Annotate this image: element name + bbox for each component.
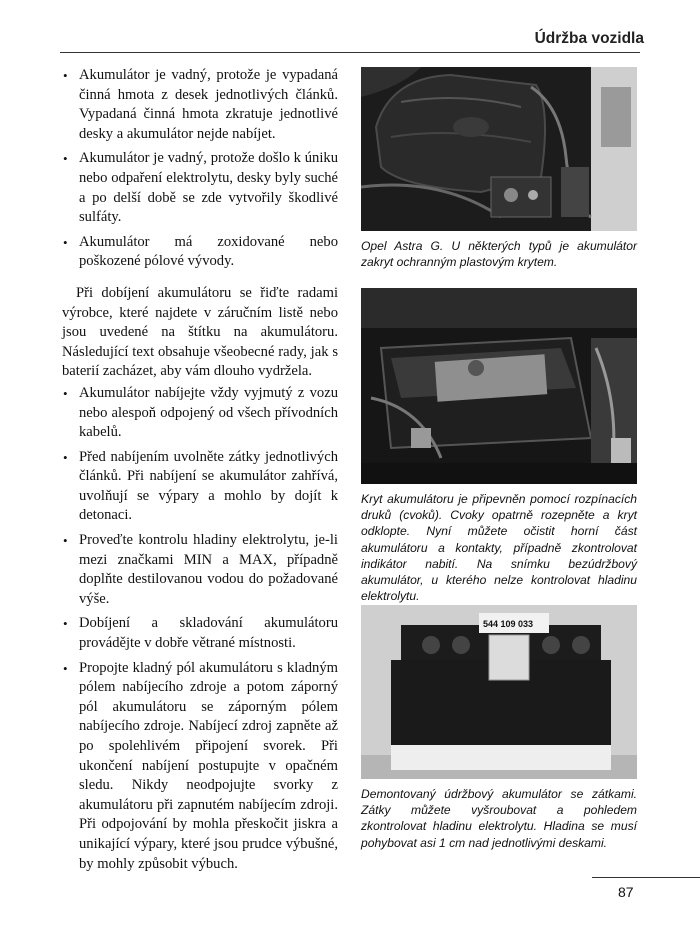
charging-intro-paragraph: Při dobíjení akumulátoru se řiďte radami výrobce, které najdete v záručním listě nebo jsou uvedené na štítku na akumulátoru. Následující text obsahuje všeobecné rady, jak s baterií zacházet, aby vám dlouho vydržela. [62,284,338,380]
list-item: • Před nabíjením uvolněte zátky jednotlivých článků. Při nabíjení se akumulátor zahřívá, uvolňují se výpary a mohlo by dojít k detonaci. [62,448,338,526]
battery-label-text: 544 109 033 [483,619,534,629]
bullet-list-faults [62,66,338,272]
list-item: • Akumulátor je vadný, protože je vypadaná činná hmota z desek jednotlivých článků. Vypadaná činná hmota zkratuje jednotlivé desky a akumulátor nejde nabíjet. [62,66,338,144]
figure-caption: Demontovaný údržbový akumulátor se zátkami. Zátky můžete vyšroubovat a pohledem zkontrolovat hladinu elektrolytu. Hladina se musí pohybovat asi 1 cm nad jednotlivými deskami. [361,787,637,850]
page-number: 87 [618,884,634,900]
main-text-column [62,66,338,879]
footer-rule [592,877,700,878]
figure-caption: Kryt akumulátoru je připevněn pomocí rozpínacích druků (cvoků). Cvoky opatrně rozepněte a kryt odklopte. Nyní můžete očistit horní část akumulátoru a kontakty, případně zkontrolovat indikátor nabití. Na snímku bezúdržbový akumulátor, u kterého nelze kontrolovat hladinu elektrolytu. [361,492,637,604]
list-item: • Akumulátor je vadný, protože došlo k úniku nebo odpaření elektrolytu, desky byly suché a po delší době se zde vytvořily škodlivé sulfáty. [62,149,338,227]
figure-battery-cover-open [361,288,637,604]
header-rule [60,52,640,53]
list-item: • Akumulátor nabíjejte vždy vyjmutý z vozu nebo alespoň odpojený od všech přívodních kabelů. [62,384,338,443]
photo-battery-in-car [361,288,637,484]
photo-removed-battery [361,605,637,779]
list-item: • Propojte kladný pól akumulátoru s kladným pólem nabíjecího zdroje a potom záporný pól akumulátoru se záporným pólem nabíjecího zdroje. Nabíjecí zdroj zapněte až po spolehlivém připojení svorek. Při ukončení nabíjení postupujte v opačném sledu. Nikdy neodpojujte svorky z akumulátoru při zapnutém nabíjecím zdroji. Při odpojování by mohla přeskočit jiskra a unikající výpary, které jsou prudce výbušné, by mohly způsobit výbuch. [62,659,338,875]
bullet-list-charging [62,384,338,874]
page-header-title: Údržba vozidla [534,30,644,47]
figure-engine-bay [361,67,637,270]
figure-caption: Opel Astra G. U některých typů je akumulátor zakryt ochranným plastovým krytem. [361,239,637,270]
list-item: • Akumulátor má zoxidované nebo poškozené pólové vývody. [62,233,338,272]
figure-removed-battery [361,605,637,851]
list-item: • Dobíjení a skladování akumulátoru provádějte v dobře větrané místnosti. [62,614,338,653]
photo-engine-bay [361,67,637,231]
list-item: • Proveďte kontrolu hladiny elektrolytu, je-li mezi značkami MIN a MAX, případně doplňte destilovanou vodou do požadované výše. [62,531,338,609]
